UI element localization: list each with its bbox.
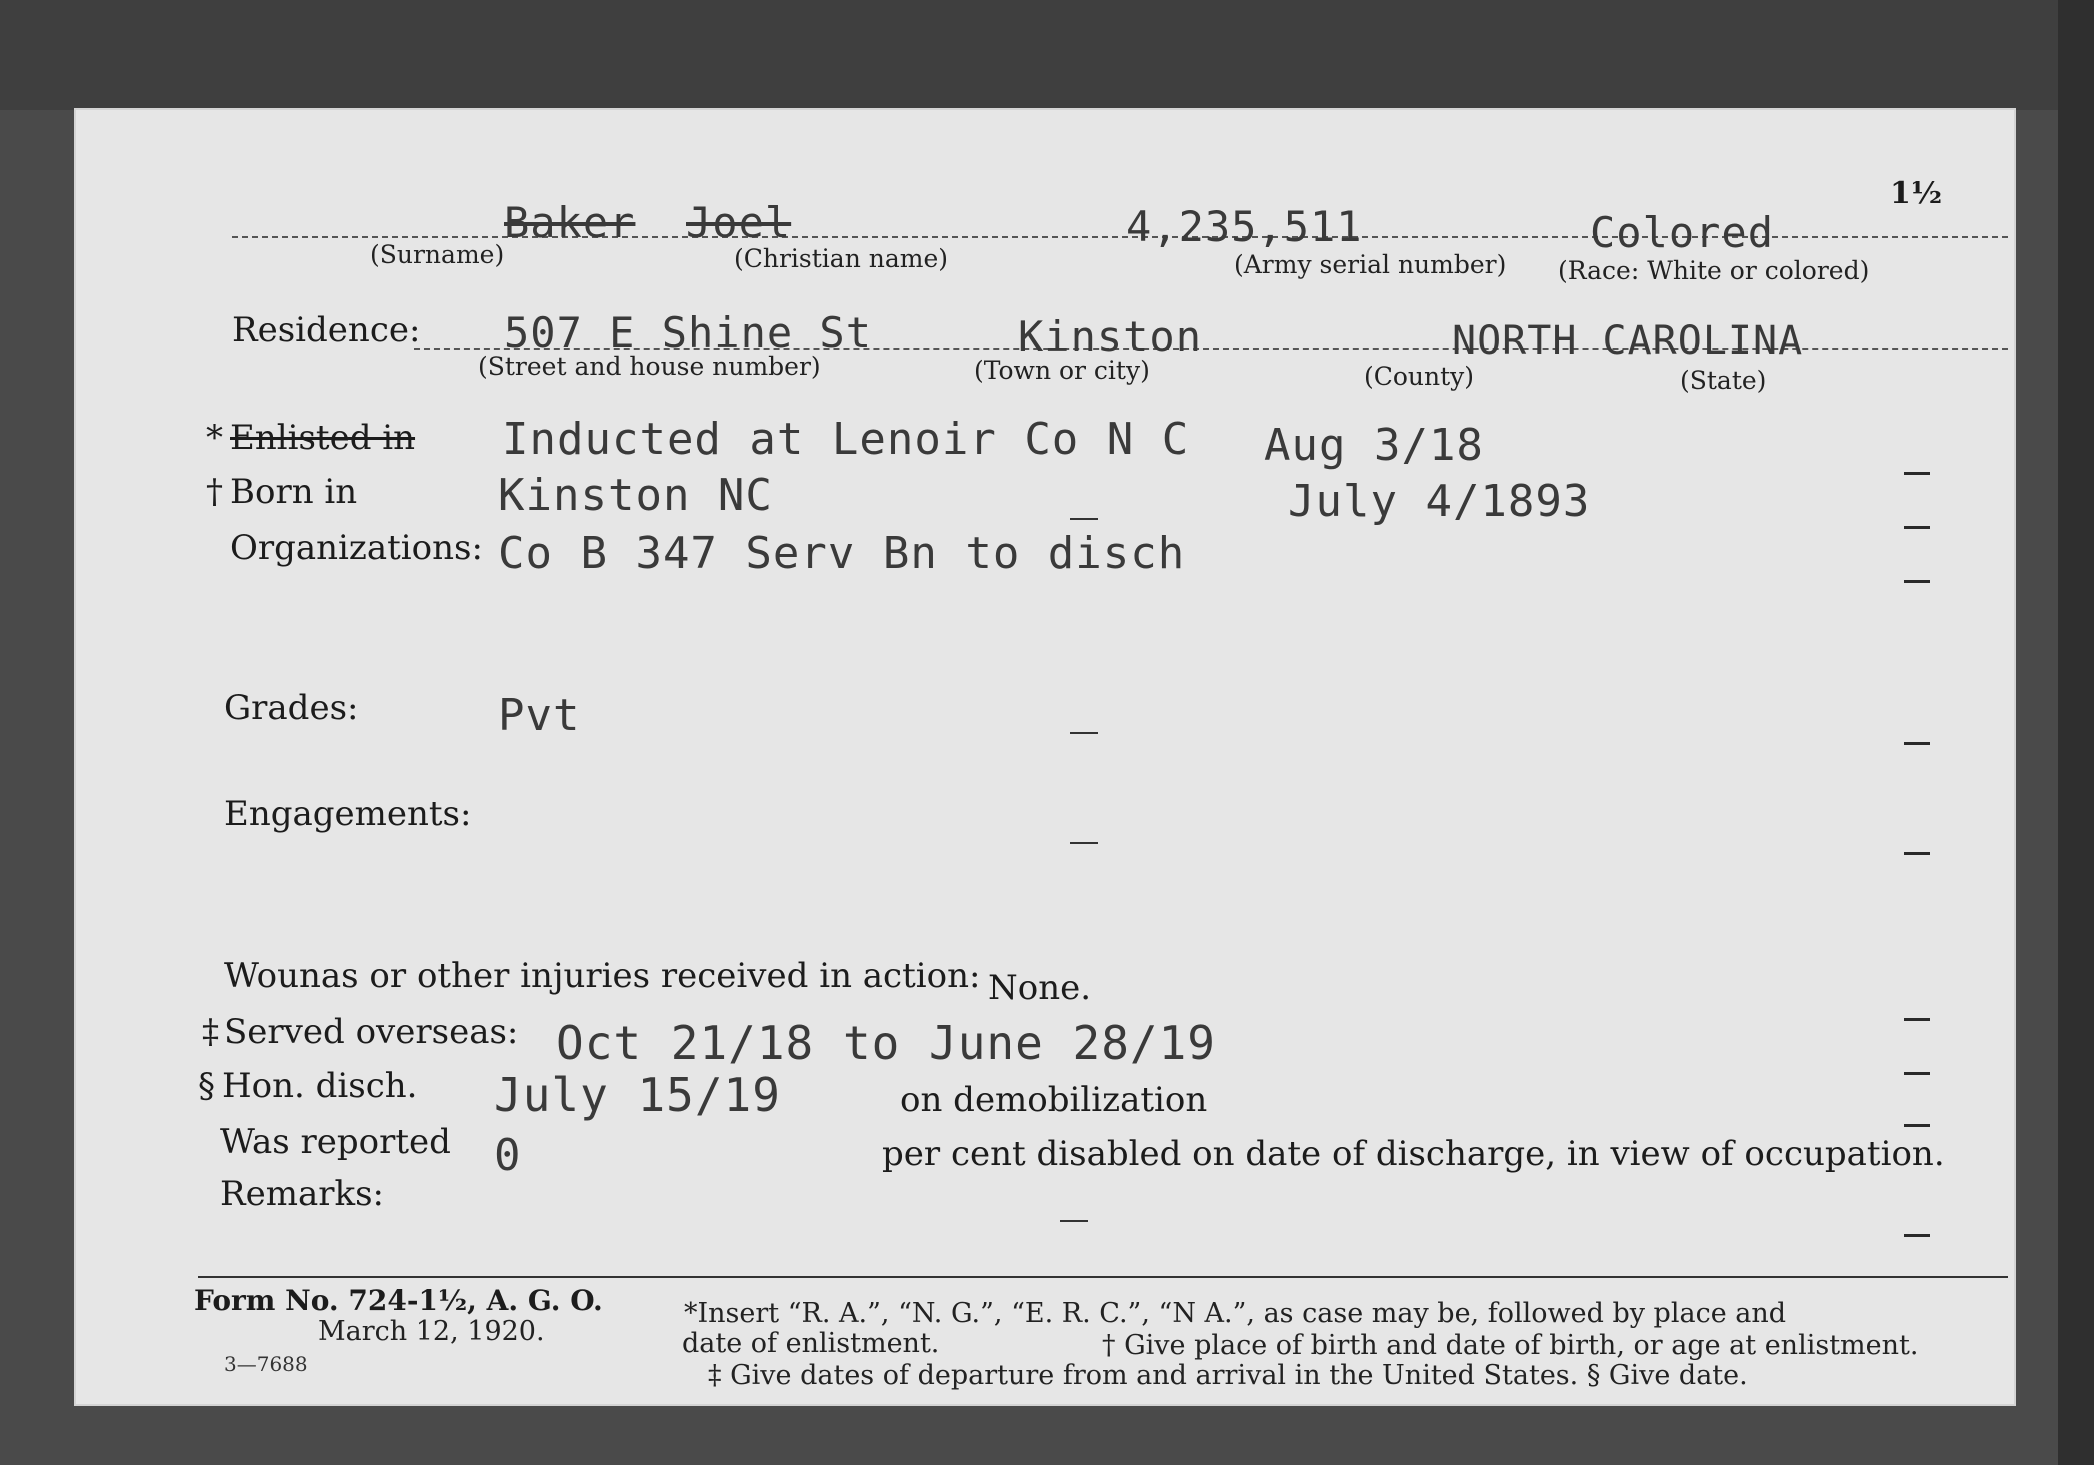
grades-label: Grades:: [224, 688, 359, 728]
right-dash: [1904, 852, 1930, 855]
discharge-note: on demobilization: [900, 1080, 1208, 1120]
engagements-label: Engagements:: [224, 794, 472, 834]
background-top: [0, 0, 2094, 110]
form-date: March 12, 1920.: [318, 1316, 545, 1347]
town-caption: (Town or city): [974, 356, 1150, 385]
wounds-value: None.: [988, 968, 1092, 1008]
corner-mark: 1½: [1890, 176, 1943, 211]
state-caption: (State): [1680, 366, 1767, 395]
town-value: Kinston: [1018, 312, 1203, 361]
christian-name-caption: (Christian name): [734, 244, 949, 273]
christian-name-value: Joel: [686, 198, 792, 247]
surname-caption: (Surname): [370, 240, 505, 269]
right-dash: [1904, 742, 1930, 745]
born-date: July 4/1893: [1288, 476, 1591, 527]
street-value: 507 E Shine St: [504, 308, 873, 357]
record-card: [74, 108, 2016, 1406]
grades-value: Pvt: [498, 690, 581, 741]
form-number: Form No. 724-1½, A. G. O.: [194, 1284, 603, 1317]
enlisted-value: Inducted at Lenoir Co N C: [502, 414, 1190, 465]
discharge-value: July 15/19: [494, 1068, 781, 1122]
right-dash: [1904, 472, 1930, 475]
reported-text: per cent disabled on date of discharge, in view of occupation.: [882, 1134, 1945, 1174]
race-value: Colored: [1590, 208, 1775, 257]
residence-label: Residence:: [232, 310, 421, 350]
footnote-enlistment-date: date of enlistment.: [682, 1328, 940, 1359]
center-dash: [1070, 842, 1098, 844]
reported-label: Was reported: [220, 1122, 451, 1162]
right-dash: [1904, 1124, 1930, 1127]
organizations-label: Organizations:: [230, 528, 483, 568]
right-dash: [1904, 1072, 1930, 1075]
serial-caption: (Army serial number): [1234, 250, 1507, 279]
right-dash: [1904, 580, 1930, 583]
center-dash: [1070, 732, 1098, 734]
overseas-marker: ‡: [202, 1012, 219, 1052]
street-caption: (Street and house number): [478, 352, 821, 381]
center-dash: [1060, 1220, 1088, 1222]
right-dash: [1904, 526, 1930, 529]
enlisted-date: Aug 3/18: [1264, 420, 1484, 471]
background-edge: [2058, 0, 2094, 1465]
right-dash: [1904, 1018, 1930, 1021]
race-caption: (Race: White or colored): [1558, 256, 1870, 285]
footnote-insert: *Insert “R. A.”, “N. G.”, “E. R. C.”, “N A.”, as case may be, followed by place and: [684, 1298, 1787, 1329]
form-code: 3—7688: [224, 1352, 308, 1376]
center-dash: [1070, 518, 1098, 520]
serial-number-value: 4,235,511: [1126, 202, 1363, 251]
organizations-value: Co B 347 Serv Bn to disch: [498, 528, 1186, 579]
surname-value: Baker: [504, 198, 636, 247]
right-dash: [1904, 1234, 1930, 1237]
discharge-marker: §: [198, 1066, 215, 1106]
reported-value: 0: [494, 1130, 522, 1181]
footnote-overseas: ‡ Give dates of departure from and arrival in the United States. § Give date.: [708, 1360, 1748, 1391]
discharge-label: Hon. disch.: [222, 1066, 418, 1106]
footer-rule: [198, 1276, 2008, 1278]
remarks-label: Remarks:: [220, 1174, 384, 1214]
footnote-birth: † Give place of birth and date of birth, or age at enlistment.: [1102, 1330, 1919, 1361]
born-label: Born in: [230, 472, 358, 512]
enlisted-label: Enlisted in: [230, 418, 416, 458]
born-marker: †: [206, 472, 223, 512]
enlisted-marker: *: [206, 418, 223, 458]
county-caption: (County): [1364, 362, 1475, 391]
overseas-label: Served overseas:: [224, 1012, 519, 1052]
state-value: NORTH CAROLINA: [1452, 318, 1804, 364]
born-value: Kinston NC: [498, 470, 773, 521]
wounds-label: Wounas or other injuries received in action:: [224, 956, 981, 996]
overseas-value: Oct 21/18 to June 28/19: [556, 1016, 1216, 1070]
